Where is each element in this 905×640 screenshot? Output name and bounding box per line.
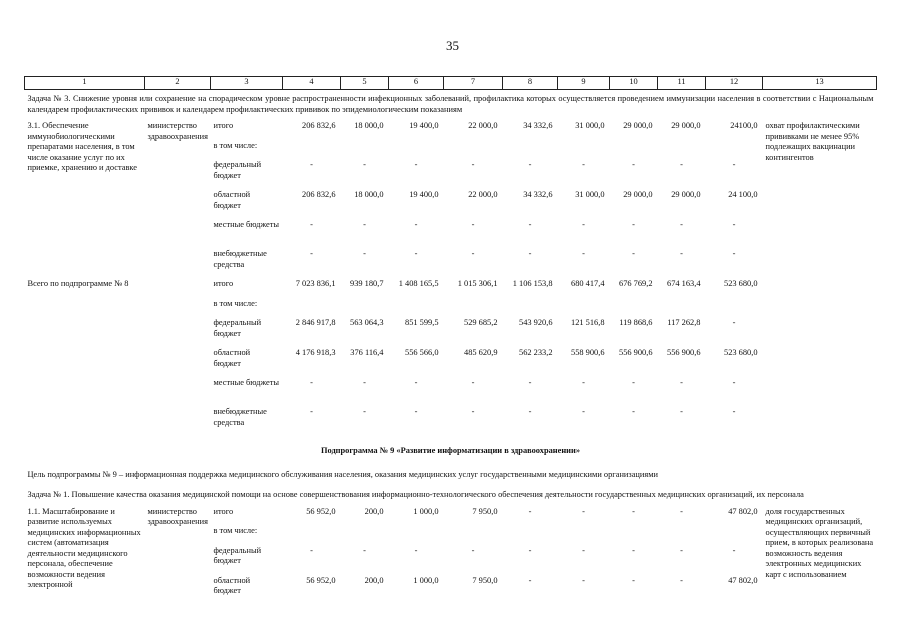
measure-name: 1.1. Масштабирование и развитие используемых медицинских информационных систем (автоматизация деятельности медицинского персонала, обеспечение возможности ведения электронной: [27, 506, 141, 589]
amount-cell: 22 000,0: [468, 190, 498, 199]
funding-source: областной бюджет: [213, 190, 251, 210]
amount-cell: -: [310, 249, 313, 258]
amount-cell: 31 000,0: [575, 121, 605, 130]
expected-result: [763, 279, 877, 437]
amount-cell: 7 950,0: [472, 506, 498, 516]
amount-cell: 1 106 153,8: [512, 279, 553, 288]
column-number: 7: [444, 77, 503, 90]
amount-cell: [706, 526, 763, 546]
amount-cell: -: [414, 160, 418, 169]
amount-cell: -: [632, 220, 635, 229]
column-number-row: [25, 77, 877, 90]
funding-source: в том числе:: [213, 526, 258, 535]
amount-cell: -: [582, 160, 585, 169]
amount-cell: -: [632, 407, 635, 416]
executor: [145, 279, 211, 437]
funding-source: итого: [213, 121, 234, 130]
funding-source: областной бюджет: [213, 348, 251, 368]
amount-cell: -: [363, 249, 366, 258]
amount-cell: 34 332,6: [523, 121, 553, 130]
funding-source: областной бюджет: [213, 575, 251, 595]
amount-cell: -: [363, 407, 366, 416]
amount-cell: [444, 526, 503, 546]
amount-cell: -: [414, 249, 418, 258]
amount-cell: 562 233,2: [519, 348, 553, 357]
amount-cell: 558 900,6: [571, 348, 605, 357]
amount-cell: 56 952,0: [306, 575, 336, 585]
amount-cell: -: [471, 407, 475, 416]
amount-cell: -: [632, 506, 635, 516]
task-1-text: Задача № 1. Повышение качества оказания медицинской помощи на основе совершенствования информационно-технологического обеспечения деятельности государственных медицинских организаций, их персонала: [27, 490, 804, 499]
task-1-text-row: [25, 486, 877, 507]
amount-cell: -: [363, 160, 366, 169]
amount-cell: 56 952,0: [306, 506, 336, 516]
budget-table: [24, 76, 877, 606]
amount-cell: 1 000,0: [413, 575, 439, 585]
amount-cell: 117 262,8: [667, 318, 701, 327]
column-number: 6: [389, 77, 444, 90]
amount-cell: 19 400,0: [409, 190, 439, 199]
amount-cell: -: [363, 378, 366, 387]
task-3-text-row: [25, 90, 877, 122]
amount-cell: -: [414, 220, 418, 229]
page-number: 35: [446, 38, 459, 53]
amount-cell: -: [528, 407, 532, 416]
amount-cell: [658, 526, 706, 546]
subprogram-9-goal: Цель подпрограммы № 9 – информационная поддержка медицинского обслуживания населения, оказания медицинских услуг государственными медицинскими организациями: [27, 469, 659, 479]
amount-cell: -: [310, 407, 313, 416]
amount-cell: -: [582, 378, 585, 387]
amount-cell: [558, 141, 610, 161]
amount-cell: 556 900,6: [667, 348, 701, 357]
funding-source: внебюджетные средства: [213, 407, 267, 427]
amount-cell: 29 000,0: [671, 190, 701, 199]
amount-cell: -: [471, 220, 475, 229]
amount-cell: 543 920,6: [519, 318, 553, 327]
amount-cell: 200,0: [364, 506, 384, 516]
amount-cell: 851 599,5: [405, 318, 439, 327]
amount-cell: 680 417,4: [571, 279, 605, 288]
funding-source: в том числе:: [213, 298, 258, 308]
column-number: 2: [145, 77, 211, 90]
amount-cell: [706, 299, 763, 319]
amount-cell: -: [363, 545, 366, 555]
amount-cell: 563 064,3: [350, 318, 384, 327]
amount-cell: -: [732, 545, 736, 555]
amount-cell: -: [582, 575, 585, 585]
amount-cell: 7 023 836,1: [295, 279, 336, 288]
amount-cell: 206 832,6: [302, 190, 336, 199]
funding-source: федеральный бюджет: [213, 160, 262, 180]
amount-cell: 2 846 917,8: [295, 318, 336, 327]
subprogram-9-title-row: [25, 437, 877, 466]
amount-cell: 523 680,0: [724, 279, 758, 288]
amount-cell: -: [632, 545, 635, 555]
funding-source: местные бюджеты: [213, 220, 280, 229]
amount-cell: [341, 141, 389, 161]
funding-source: итого: [213, 506, 234, 516]
column-number: 9: [558, 77, 610, 90]
amount-cell: [610, 141, 658, 161]
column-number: 3: [211, 77, 283, 90]
amount-cell: 556 566,0: [405, 348, 439, 357]
amount-cell: -: [680, 506, 683, 516]
amount-cell: 485 620,9: [464, 348, 498, 357]
amount-cell: 1 408 165,5: [398, 279, 439, 288]
amount-cell: -: [632, 575, 635, 585]
amount-cell: [341, 299, 389, 319]
amount-cell: [503, 299, 558, 319]
table-row: [25, 507, 877, 527]
amount-cell: -: [310, 160, 313, 169]
amount-cell: 674 163,4: [667, 279, 701, 288]
expected-result: доля государственных медицинских организаций, осуществляющих первичный прием, в которых реализована возможность ведения электронных медицинских карт с использованием: [765, 506, 874, 579]
amount-cell: -: [528, 575, 532, 585]
amount-cell: [658, 141, 706, 161]
amount-cell: 200,0: [364, 575, 384, 585]
amount-cell: [610, 299, 658, 319]
amount-cell: [558, 299, 610, 319]
amount-cell: -: [632, 160, 635, 169]
amount-cell: -: [471, 249, 475, 258]
amount-cell: 47 802,0: [728, 575, 758, 585]
table-row: [25, 121, 877, 141]
amount-cell: 34 332,6: [523, 190, 553, 199]
amount-cell: [503, 141, 558, 161]
measure-name: Всего по подпрограмме № 8: [27, 279, 129, 288]
expected-result: охват профилактическими прививками не менее 95% подлежащих вакцинации контингентов: [765, 121, 860, 162]
amount-cell: -: [471, 545, 475, 555]
funding-source: федеральный бюджет: [213, 318, 262, 338]
amount-cell: -: [732, 220, 736, 229]
subprogram-9-goal-row: [25, 466, 877, 487]
amount-cell: -: [582, 407, 585, 416]
amount-cell: 31 000,0: [575, 190, 605, 199]
amount-cell: [610, 526, 658, 546]
amount-cell: -: [680, 220, 683, 229]
table-row: [25, 279, 877, 299]
amount-cell: -: [582, 506, 585, 516]
amount-cell: [444, 299, 503, 319]
funding-source: федеральный бюджет: [213, 545, 262, 565]
column-number: 13: [763, 77, 877, 90]
amount-cell: -: [732, 318, 736, 327]
column-number: 8: [503, 77, 558, 90]
amount-cell: 47 802,0: [728, 506, 758, 516]
amount-cell: -: [732, 407, 736, 416]
amount-cell: -: [632, 378, 635, 387]
amount-cell: 4 176 918,3: [295, 348, 336, 357]
amount-cell: 18 000,0: [354, 121, 384, 130]
amount-cell: 1 015 306,1: [457, 279, 498, 288]
amount-cell: 24100,0: [730, 121, 758, 130]
amount-cell: [658, 299, 706, 319]
amount-cell: [341, 526, 389, 546]
amount-cell: -: [680, 575, 683, 585]
amount-cell: -: [732, 378, 736, 387]
amount-cell: -: [363, 220, 366, 229]
amount-cell: -: [471, 378, 475, 387]
amount-cell: 1 000,0: [413, 506, 439, 516]
amount-cell: -: [680, 545, 683, 555]
amount-cell: 676 769,2: [619, 279, 653, 288]
amount-cell: -: [528, 378, 532, 387]
amount-cell: -: [528, 160, 532, 169]
amount-cell: -: [310, 220, 313, 229]
amount-cell: -: [310, 378, 313, 387]
measure-name: 3.1. Обеспечение иммунобиологическими препаратами населения, в том числе оказание услуг по их приемке, хранению и доставке: [27, 121, 138, 172]
amount-cell: [389, 141, 444, 161]
amount-cell: -: [582, 249, 585, 258]
funding-source: в том числе:: [213, 140, 258, 150]
amount-cell: [389, 299, 444, 319]
amount-cell: -: [414, 545, 418, 555]
amount-cell: -: [582, 545, 585, 555]
amount-cell: [558, 526, 610, 546]
amount-cell: 529 685,2: [464, 318, 498, 327]
amount-cell: [283, 526, 341, 546]
amount-cell: 29 000,0: [623, 190, 653, 199]
amount-cell: -: [582, 220, 585, 229]
amount-cell: [389, 526, 444, 546]
amount-cell: 119 868,6: [619, 318, 653, 327]
amount-cell: 24 100,0: [728, 190, 758, 199]
column-number: 12: [706, 77, 763, 90]
amount-cell: -: [732, 160, 736, 169]
column-number: 10: [610, 77, 658, 90]
amount-cell: -: [471, 160, 475, 169]
amount-cell: [706, 141, 763, 161]
amount-cell: [444, 141, 503, 161]
amount-cell: -: [680, 249, 683, 258]
amount-cell: -: [414, 378, 418, 387]
amount-cell: 523 680,0: [724, 348, 758, 357]
column-number: 11: [658, 77, 706, 90]
amount-cell: -: [414, 407, 418, 416]
funding-source: итого: [213, 279, 234, 288]
amount-cell: 121 516,8: [571, 318, 605, 327]
amount-cell: -: [680, 378, 683, 387]
amount-cell: [283, 299, 341, 319]
amount-cell: -: [680, 407, 683, 416]
executor: министерство здравоохранения: [147, 506, 208, 526]
amount-cell: -: [310, 545, 313, 555]
amount-cell: 22 000,0: [468, 121, 498, 130]
column-number: 1: [25, 77, 145, 90]
amount-cell: 19 400,0: [409, 121, 439, 130]
amount-cell: 939 180,7: [350, 279, 384, 288]
amount-cell: -: [632, 249, 635, 258]
task-3-text: Задача № 3. Снижение уровня или сохранение на спорадическом уровне распространенности инфекционных заболеваний, профилактика которых осуществляется проведением иммунизации населения в соответствии с Национальным календарем профилактических прививок и календарем профилактических прививок по эпидемиологическим показаниям: [27, 94, 874, 114]
amount-cell: -: [528, 545, 532, 555]
column-number: 5: [341, 77, 389, 90]
amount-cell: -: [680, 160, 683, 169]
amount-cell: -: [528, 506, 532, 516]
amount-cell: 29 000,0: [623, 121, 653, 130]
column-number: 4: [283, 77, 341, 90]
amount-cell: 7 950,0: [472, 575, 498, 585]
amount-cell: -: [528, 249, 532, 258]
amount-cell: [283, 141, 341, 161]
amount-cell: 206 832,6: [302, 121, 336, 130]
amount-cell: 18 000,0: [354, 190, 384, 199]
funding-source: местные бюджеты: [213, 378, 280, 387]
amount-cell: 556 900,6: [619, 348, 653, 357]
amount-cell: 29 000,0: [671, 121, 701, 130]
amount-cell: [503, 526, 558, 546]
executor: министерство здравоохранения: [147, 121, 208, 141]
subprogram-9-title: Подпрограмма № 9 «Развитие информатизации в здравоохранении»: [320, 446, 581, 455]
funding-source: внебюджетные средства: [213, 249, 267, 269]
amount-cell: -: [528, 220, 532, 229]
amount-cell: -: [732, 249, 736, 258]
amount-cell: 376 116,4: [350, 348, 384, 357]
